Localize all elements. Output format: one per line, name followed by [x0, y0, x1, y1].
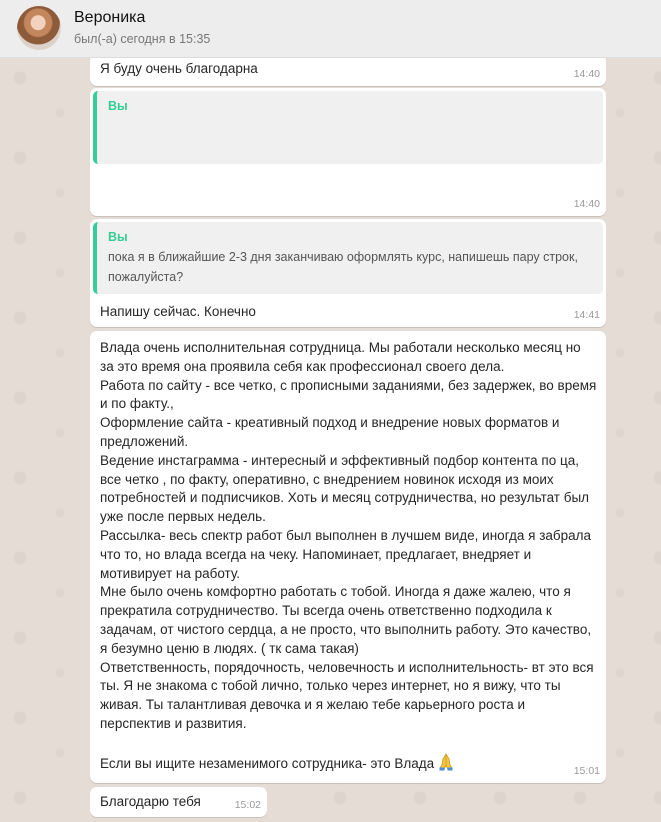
quote-author: Вы [108, 99, 128, 113]
message-bubble[interactable] [90, 88, 606, 216]
message-list[interactable] [0, 58, 661, 822]
message-bubble[interactable] [90, 787, 267, 817]
quoted-message[interactable] [93, 91, 603, 164]
quoted-message[interactable] [93, 222, 603, 294]
quote-author: Вы [108, 230, 128, 244]
message-time: 14:40 [573, 68, 600, 80]
chat-header [0, 0, 661, 58]
folded-hands-emoji [438, 753, 454, 771]
message-time: 15:01 [573, 765, 600, 777]
message-text: Я буду очень благодарна [100, 61, 258, 76]
message-text: Благодарю тебя [100, 794, 201, 809]
message-time: 15:02 [234, 799, 261, 811]
message-text: Напишу сейчас. Конечно [100, 304, 256, 319]
message-bubble[interactable] [90, 219, 606, 327]
message-bubble[interactable] [90, 58, 606, 86]
contact-status: был(-а) сегодня в 15:35 [74, 32, 211, 46]
message-text-wrapper [100, 339, 598, 773]
message-time: 14:41 [573, 309, 600, 321]
message-text: Влада очень исполнительная сотрудница. Мы работали несколько месяц но за это время она проявила себя как профессионал своего дела. Работа по сайту - все четко, с прописными заданиями, без задержек, во время и по факту., Оформление сайта - креативный подход и внедрение новых форматов и предложений. Ведение инстаграмма - интересный и эффективный подбор контента по ца, все четко , по факту, оперативно, с внедрением новинок исходя из моих потребностей и подписчиков. Хоть и месяц сотрудничества, но результат был уже после первых недель. Рассылка- весь спектр работ был выполнен в лучшем виде, иногда я забрала что то, но влада всегда на чеку. Напоминает, предлагает, внедряет и мотивирует на работу. Мне было очень комфортно работать с тобой. Иногда я даже жалею, что я прекратила сотрудничество. Ты всегда очень ответственно подходила к задачам, от чистого сердца, а не просто, что выполнить работу. Это качество, я безумно ценю в людях. ( тк сама такая) Ответственность, порядочность, человечность и исполнительность- вт это вся ты. Я не знакома с тобой лично, только через интернет, но я вижу, что ты живая. Ты талантливая девочка и я желаю тебе карьерного роста и перспектив и развития. Если вы ищите незаменимого сотрудника- это Влада [100, 340, 597, 771]
message-bubble[interactable] [90, 331, 606, 783]
contact-avatar[interactable] [17, 6, 61, 50]
quote-text: пока я в ближайшие 2-3 дня заканчиваю оформлять курс, напишешь пару строк, пожалуйста? [108, 250, 578, 284]
message-time: 14:40 [573, 198, 600, 210]
contact-name[interactable]: Вероника [74, 9, 146, 26]
